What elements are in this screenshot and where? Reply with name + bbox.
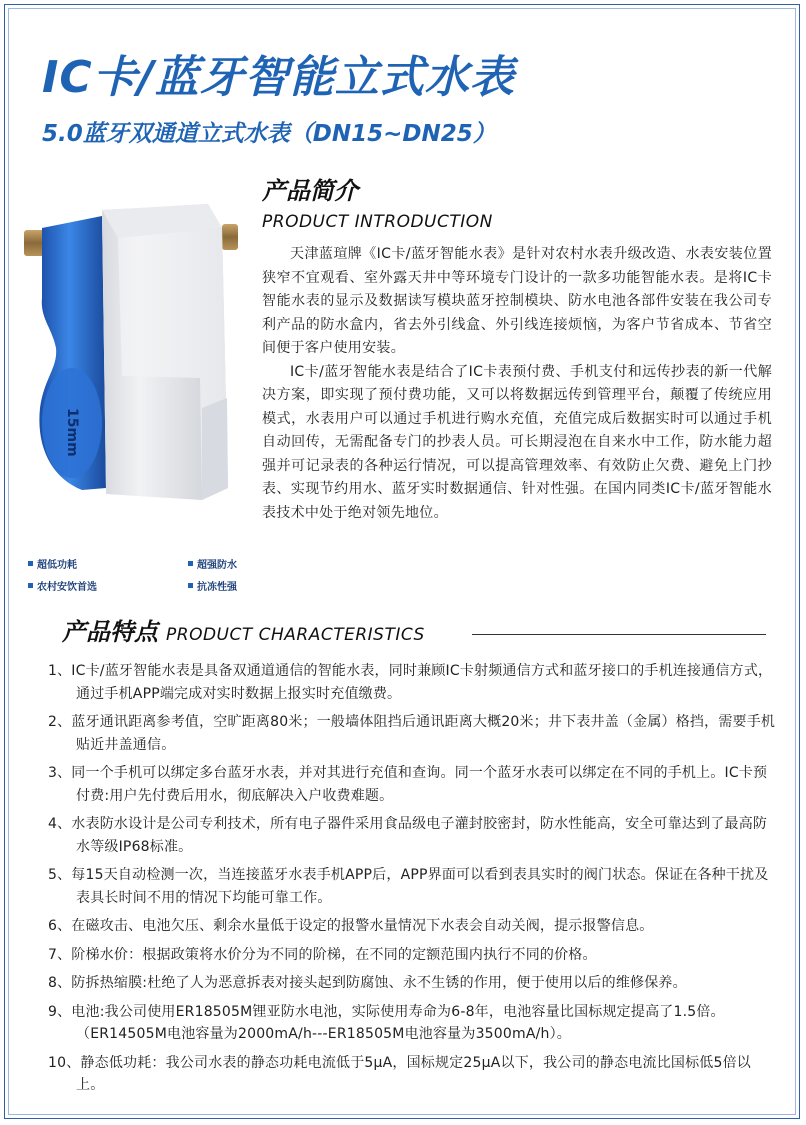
list-item: 8、防拆热缩膜:杜绝了人为恶意拆表对接头起到防腐蚀、永不生锈的作用，便于使用以后的维修保养。 xyxy=(48,975,687,991)
feature-tags xyxy=(28,556,258,596)
list-item: 1、IC卡/蓝牙智能水表是具备双通道通信的智能水表，同时兼顾IC卡射频通信方式和蓝牙接口的手机连接通信方式，通过手机APP端完成对实时数据上报实时充值缴费。 xyxy=(48,663,773,702)
feature-tag: 农村安饮首选 xyxy=(28,578,97,593)
intro-paragraph: IC卡/蓝牙智能水表是结合了IC卡表预付费、手机支付和远传抄表的新一代解决方案，即实现了预付费功能，又可以将数据远传到管理平台，颠覆了传统应用模式，水表用户可以通过手机进行购水充值，充值完成后数据实时可以通过手机自动回传，无需配备专门的抄表人员。可长期浸泡在自来水中工作，防水能力超强并可记录表的各种运行情况，可以提高管理效率、有效防止欠费、避免上门抄表、实现节约用水、蓝牙实时数据通信、针对性强。在国内同类IC卡/蓝牙智能水表技术中处于绝对领先地位。 xyxy=(262,363,772,521)
size-label: 15mm xyxy=(64,408,80,457)
product-image xyxy=(22,198,258,502)
bullet-square-icon xyxy=(28,583,33,588)
list-item: 4、水表防水设计是公司专利技术，所有电子器件采用食品级电子灌封胶密封，防水性能高，安全可靠达到了最高防水等级IP68标准。 xyxy=(48,816,768,855)
heading-divider xyxy=(472,634,766,635)
intro-heading: 产品简介 xyxy=(262,177,358,205)
water-meter-illustration xyxy=(22,198,258,502)
characteristics-heading-en: PRODUCT CHARACTERISTICS xyxy=(166,625,425,645)
intro-body xyxy=(262,243,772,525)
list-item: 5、每15天自动检测一次，当连接蓝牙水表手机APP后，APP界面可以看到表具实时的阀门状态。保证在各种干扰及表具长时间不用的情况下均能可靠工作。 xyxy=(48,867,769,906)
feature-tag: 超低功耗 xyxy=(28,556,77,571)
page-title: IC卡/蓝牙智能立式水表 xyxy=(42,52,515,103)
bullet-square-icon xyxy=(28,561,33,566)
list-item: 3、同一个手机可以绑定多台蓝牙水表，并对其进行充值和查询。同一个蓝牙水表可以绑定在不同的手机上。IC卡预付费:用户先付费后用水，彻底解决入户收费难题。 xyxy=(48,765,768,804)
bullet-square-icon xyxy=(188,583,193,588)
right-connector xyxy=(222,224,238,250)
page-subtitle: 5.0蓝牙双通道立式水表（DN15~DN25） xyxy=(42,121,496,147)
bullet-square-icon xyxy=(188,561,193,566)
intro-paragraph: 天津蓝瑄牌《IC卡/蓝牙智能水表》是针对农村水表升级改造、水表安装位置狭窄不宜观看、室外露天井中等环境专门设计的一款多功能智能水表。是将IC卡智能水表的显示及数据读写模块蓝牙控制模块、防水电池各部件安装在我公司专利产品的防水盒内，省去外引线盒、外引线连接烦恼，为客户节省成本、节省空间便于客户使用安装。 xyxy=(262,246,772,356)
list-item: 7、阶梯水价：根据政策将水价分为不同的阶梯，在不同的定额范围内执行不同的价格。 xyxy=(48,946,597,963)
characteristics-list xyxy=(48,660,778,1103)
list-item: 9、电池:我公司使用ER18505M锂亚防水电池，实际使用寿命为6-8年，电池容量比国标规定提高了1.5倍。（ER14505M电池容量为2000mA/h---ER18505M电池容量为3500mA/h）。 xyxy=(48,1003,725,1042)
waterproof-box-edge xyxy=(202,398,228,500)
list-item: 10、静态低功耗：我公司水表的静态功耗电流低于5μA，国标规定25μA以下，我公司的静态电流比国标低5倍以上。 xyxy=(48,1054,752,1093)
feature-tag: 超强防水 xyxy=(188,556,237,571)
intro-heading-en: PRODUCT INTRODUCTION xyxy=(262,212,493,232)
characteristics-heading xyxy=(62,612,425,647)
list-item: 2、蓝牙通讯距离参考值，空旷距离80米；一般墙体阻挡后通讯距离大概20米；井下表井盖（金属）格挡，需要手机贴近井盖通信。 xyxy=(48,714,776,753)
characteristics-heading-cn: 产品特点 xyxy=(62,618,158,646)
feature-tag: 抗冻性强 xyxy=(188,578,237,593)
list-item: 6、在磁攻击、电池欠压、剩余水量低于设定的报警水量情况下水表会自动关阀，提示报警信息。 xyxy=(48,918,654,934)
